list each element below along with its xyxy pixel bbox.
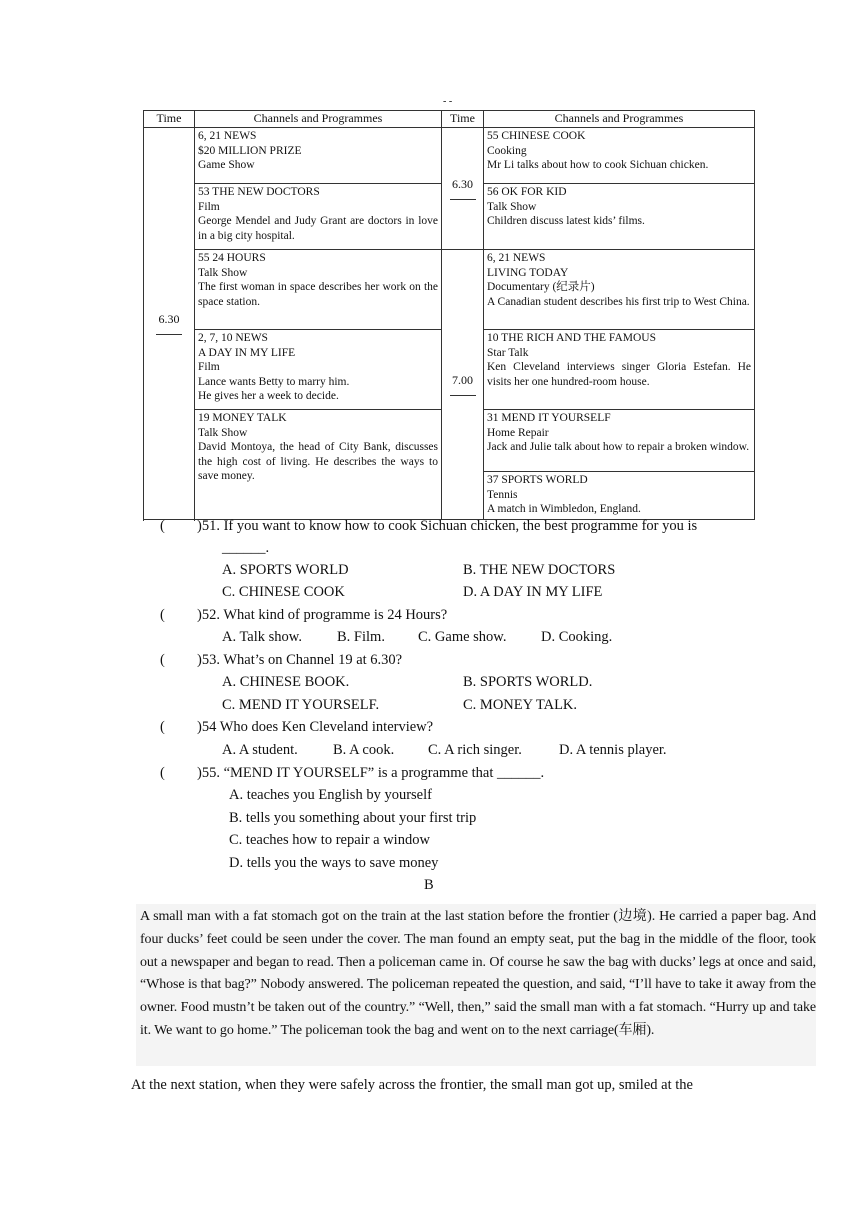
programme-cell [195, 128, 442, 184]
passage-continuation: At the next station, when they were safely across the frontier, the small man got up, smiled at the [131, 1077, 693, 1093]
q53-option-a[interactable]: A. CHINESE BOOK. [222, 674, 350, 690]
programme-genre: Film [198, 361, 220, 373]
programme-description: The first woman in space describes her work on the space station. [198, 281, 438, 308]
programme-title: 10 THE RICH AND THE FAMOUS [487, 332, 657, 344]
programme-genre: Cooking [487, 144, 527, 157]
q52-option-a[interactable]: A. Talk show. [222, 629, 302, 645]
programme-name: LIVING TODAY [487, 266, 569, 279]
programme-description: David Montoya, the head of City Bank, discusses the high cost of living. He describes the ways to save money. [198, 441, 438, 482]
header-time-left: Time [144, 111, 195, 128]
time-dash [450, 199, 476, 200]
q51-option-a[interactable]: A. SPORTS WORLD [222, 562, 349, 578]
q52-option-d[interactable]: D. Cooking. [541, 629, 613, 645]
programme-genre: Film [198, 200, 220, 213]
q54-option-b[interactable]: B. A cook. [333, 742, 395, 758]
q54-option-d[interactable]: D. A tennis player. [559, 742, 667, 758]
programme-genre: Star Talk [487, 346, 529, 359]
header-channels-left: Channels and Programmes [195, 111, 442, 128]
programme-title: 55 24 HOURS [198, 252, 266, 264]
q51-stem: )51. If you want to know how to cook Sichuan chicken, the best programme for you is [197, 518, 698, 534]
q52-option-c[interactable]: C. Game show. [418, 629, 507, 645]
programme-cell [484, 472, 755, 520]
programme-genre: Home Repair [487, 426, 549, 439]
programme-cell [195, 410, 442, 520]
tv-schedule-table [143, 110, 755, 520]
q52-stem: )52. What kind of programme is 24 Hours? [197, 607, 448, 623]
programme-title: 6, 21 NEWS [198, 130, 257, 142]
section-b-heading: B [424, 877, 434, 893]
programme-description: Ken Cleveland interviews singer Gloria Estefan. He visits her one hundred-room house. [487, 361, 751, 388]
q55-option-a[interactable]: A. teaches you English by yourself [229, 787, 432, 803]
time-dash [450, 395, 476, 396]
q54-paren: ( [160, 719, 165, 735]
q54-option-a[interactable]: A. A student. [222, 742, 298, 758]
time-value: 7.00 [452, 372, 473, 387]
table-header-row [144, 111, 755, 128]
q52-paren: ( [160, 607, 165, 623]
q53-paren: ( [160, 652, 165, 668]
q55-option-c[interactable]: C. teaches how to repair a window [229, 832, 430, 848]
programme-cell [195, 250, 442, 330]
programme-cell [484, 128, 755, 184]
q53-stem: )53. What’s on Channel 19 at 6.30? [197, 652, 403, 668]
q52-option-b[interactable]: B. Film. [337, 629, 385, 645]
q55-paren: ( [160, 765, 165, 781]
programme-name: A DAY IN MY LIFE [198, 346, 296, 359]
programme-title: 56 OK FOR KID [487, 186, 567, 198]
time-cell-left [144, 128, 195, 520]
q54-stem: )54 Who does Ken Cleveland interview? [197, 719, 434, 735]
programme-title: 55 CHINESE COOK [487, 130, 586, 142]
passage-text: A small man with a fat stomach got on the train at the last station before the frontier (边境). He carried a paper bag. And four ducks’ feet could be seen under the cover. The man found an empty seat, put the bag in the middle of the floor, took out a newspaper and began to read. Then a policeman came in. Of course he saw the bag with ducks’ legs at once and said, “Whose is that bag?” Nobody answered. The policeman repeated the question, and said, “I’ll have to take it away from the owner. Food mustn’t be taken out of the country.” “Well, then,” said the small man with a fat stomach. “Hurry up and take it. We want to go home.” The policeman took the bag and went on to the next carriage(车厢). [140, 909, 816, 1038]
programme-title: 19 MONEY TALK [198, 412, 287, 424]
programme-cell [484, 250, 755, 330]
programme-genre: Talk Show [487, 200, 537, 213]
time-cell-right-1 [442, 128, 484, 250]
programme-description: He gives her a week to decide. [198, 390, 339, 402]
programme-description: Lance wants Betty to marry him. [198, 375, 350, 388]
programme-description: A Canadian student describes his first trip to West China. [487, 295, 750, 308]
time-value: 6.30 [158, 311, 180, 326]
q51-paren: ( [160, 518, 165, 534]
programme-cell [484, 184, 755, 250]
programme-title: 53 THE NEW DOCTORS [198, 186, 320, 198]
q51-blank: ______. [222, 540, 270, 556]
programme-cell [484, 330, 755, 410]
header-time-right: Time [442, 111, 484, 128]
q51-option-c[interactable]: C. CHINESE COOK [222, 584, 345, 600]
q53-option-b[interactable]: B. SPORTS WORLD. [463, 674, 593, 690]
programme-cell [195, 184, 442, 250]
programme-name: $20 MILLION PRIZE [198, 144, 302, 157]
programme-title: 6, 21 NEWS [487, 252, 546, 264]
q51-option-d[interactable]: D. A DAY IN MY LIFE [463, 584, 603, 600]
q53-option-c[interactable]: C. MEND IT YOURSELF. [222, 697, 380, 713]
header-mark: - - [443, 96, 453, 107]
programme-genre: Tennis [487, 488, 518, 501]
programme-description: Children discuss latest kids’ films. [487, 215, 645, 227]
q53-option-d[interactable]: C. MONEY TALK. [463, 697, 578, 713]
programme-description: George Mendel and Judy Grant are doctors in love in a big city hospital. [198, 215, 438, 242]
programme-genre: Talk Show [198, 266, 248, 279]
programme-title: 31 MEND IT YOURSELF [487, 412, 611, 424]
programme-title: 2, 7, 10 NEWS [198, 332, 268, 344]
programme-description: Mr Li talks about how to cook Sichuan chicken. [487, 159, 709, 171]
time-cell-right-2 [442, 250, 484, 520]
programme-description: A match in Wimbledon, England. [487, 503, 641, 515]
programme-cell [484, 410, 755, 472]
programme-genre: Documentary (纪录片) [487, 281, 595, 293]
programme-genre: Game Show [198, 159, 255, 171]
programme-genre: Talk Show [198, 426, 248, 439]
q55-option-d[interactable]: D. tells you the ways to save money [229, 855, 439, 871]
header-channels-right: Channels and Programmes [484, 111, 755, 128]
programme-title: 37 SPORTS WORLD [487, 474, 588, 486]
q51-option-b[interactable]: B. THE NEW DOCTORS [463, 562, 616, 578]
q54-option-c[interactable]: C. A rich singer. [428, 742, 522, 758]
programme-description: Jack and Julie talk about how to repair a broken window. [487, 441, 750, 453]
q55-option-b[interactable]: B. tells you something about your first trip [229, 810, 477, 826]
time-dash [156, 334, 182, 335]
programme-cell [195, 330, 442, 410]
q55-stem: )55. “MEND IT YOURSELF” is a programme that ______. [197, 765, 545, 781]
time-value: 6.30 [452, 176, 473, 191]
